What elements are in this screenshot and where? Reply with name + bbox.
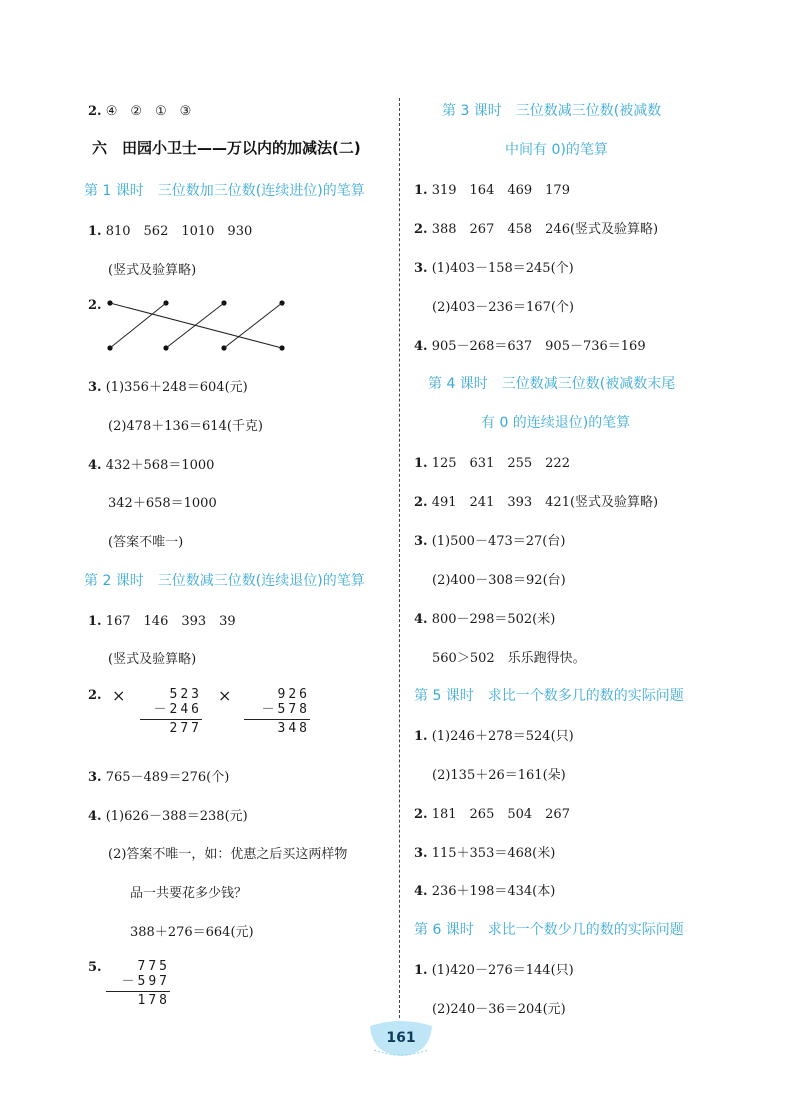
item-number: 2.: [88, 104, 102, 119]
answer-item: [414, 725, 574, 744]
item-text: ④ ② ① ③: [105, 104, 192, 119]
item-number: 1.: [414, 183, 428, 198]
answer-text: (2)240－36＝204(元): [432, 1002, 566, 1017]
answer-note: (竖式及验算略): [108, 263, 197, 278]
answer-text: 560＞502 乐乐跑得快。: [432, 651, 586, 666]
item-number: 3.: [88, 770, 102, 785]
item-number: 3.: [414, 846, 428, 861]
calc-rule: [244, 719, 310, 720]
lesson-5-heading: 第 5 课时 求比一个数多几的数的实际问题: [414, 688, 684, 704]
calc-rule: [140, 719, 202, 720]
match-line: [166, 303, 224, 348]
page-number: 161: [386, 1030, 416, 1046]
item-text: 765－489＝276(个): [105, 770, 230, 785]
item-number: 1.: [414, 963, 428, 978]
item-text: 115＋353＝468(米): [431, 846, 556, 861]
answer-text: 品一共要花多少钱？: [130, 886, 248, 901]
answer-item: [88, 454, 214, 473]
answer-item: [88, 688, 102, 703]
item-text: 125 631 255 222: [431, 456, 570, 471]
lesson-6-heading: 第 6 课时 求比一个数少几的数的实际问题: [414, 922, 684, 938]
item-text: 800－298＝502(米): [431, 612, 556, 627]
answer-item: [414, 608, 555, 627]
item-number: 2.: [88, 688, 102, 703]
item-number: 2.: [88, 298, 102, 313]
answer-item: [88, 100, 191, 119]
calc-result: 178: [137, 993, 170, 1008]
item-text: (1)500－473＝27(台): [431, 534, 566, 549]
item-number: 1.: [414, 456, 428, 471]
item-text: 810 562 1010 930: [105, 224, 253, 239]
matching-lines-diagram: [100, 295, 300, 355]
item-number: 4.: [88, 458, 102, 473]
answer-note: (答案不唯一): [108, 535, 184, 550]
answer-text: (2)400－308＝92(台): [432, 573, 566, 588]
vertical-calculation-a: [140, 688, 202, 737]
item-number: 2.: [414, 807, 428, 822]
lesson-2-heading: 第 2 课时 三位数减三位数(连续退位)的笔算: [84, 573, 365, 589]
calc-minuend: 926: [277, 687, 310, 702]
item-number: 2.: [414, 495, 428, 510]
item-text: 432＋568＝1000: [105, 458, 215, 473]
item-number: 4.: [414, 884, 428, 899]
lesson-4-heading-cont: 有 0 的连续退位)的笔算: [481, 415, 631, 431]
answer-text: (2)135＋26＝161(朵): [432, 768, 566, 783]
match-line: [224, 303, 282, 348]
lesson-4-heading: 第 4 课时 三位数减三位数(被减数末尾: [428, 376, 676, 392]
answer-item: [414, 880, 555, 899]
answer-item: [414, 491, 658, 510]
answer-item: [88, 805, 248, 824]
item-text: 388 267 458 246(竖式及验算略): [431, 222, 659, 237]
calc-subtrahend: －597: [121, 974, 170, 989]
lesson-3-heading: 第 3 课时 三位数减三位数(被减数: [442, 103, 662, 119]
item-number: 5.: [88, 960, 102, 975]
item-text: 236＋198＝434(本): [431, 884, 556, 899]
lesson-3-heading-cont: 中间有 0)的笔算: [505, 142, 608, 158]
answer-item: [414, 452, 570, 471]
item-text: (1)403－158＝245(个): [431, 261, 574, 276]
answer-item: [414, 179, 570, 198]
calc-rule: [106, 991, 170, 992]
answer-item: [414, 803, 570, 822]
calc-minuend: 523: [169, 687, 202, 702]
chapter-title: 六 田园小卫士——万以内的加减法(二): [92, 139, 361, 157]
item-text: (1)420－276＝144(只): [431, 963, 574, 978]
answer-item: [414, 257, 574, 276]
answer-text: 342＋658＝1000: [108, 496, 217, 511]
item-number: 4.: [88, 809, 102, 824]
answer-item: [414, 959, 574, 978]
vertical-calculation-c: [106, 960, 170, 1009]
answer-item: [414, 218, 658, 237]
match-line: [110, 303, 166, 348]
calc-minuend: 775: [137, 959, 170, 974]
item-number: 1.: [414, 729, 428, 744]
item-number: 3.: [414, 534, 428, 549]
calc-result: 277: [169, 721, 202, 736]
item-number: 3.: [414, 261, 428, 276]
calc-subtrahend: －246: [153, 702, 202, 717]
answer-item: [88, 610, 236, 629]
item-number: 1.: [88, 614, 102, 629]
answer-item: [414, 842, 555, 861]
answer-item: [414, 335, 646, 354]
item-number: 3.: [88, 380, 102, 395]
answer-text: 388＋276＝664(元): [130, 925, 254, 940]
item-text: (1)246＋278＝524(只): [431, 729, 574, 744]
item-text: 181 265 504 267: [431, 807, 570, 822]
wrong-mark-icon: ×: [218, 686, 232, 705]
vertical-calculation-b: [244, 688, 310, 737]
answer-item: [88, 766, 229, 785]
answer-item: [414, 530, 565, 549]
answer-item: [88, 220, 252, 239]
calc-subtrahend: －578: [261, 702, 310, 717]
item-number: 4.: [414, 339, 428, 354]
item-text: (1)626－388＝238(元): [105, 809, 248, 824]
match-line: [110, 303, 282, 348]
page-number-badge: [368, 1020, 434, 1058]
item-number: 2.: [414, 222, 428, 237]
wrong-mark-icon: ×: [112, 686, 126, 705]
item-number: 4.: [414, 612, 428, 627]
lesson-1-heading: 第 1 课时 三位数加三位数(连续进位)的笔算: [84, 183, 365, 199]
answer-text: (2)403－236＝167(个): [432, 300, 574, 315]
item-text: 491 241 393 421(竖式及验算略): [431, 495, 659, 510]
answer-item: [88, 960, 102, 975]
answer-item: [88, 376, 248, 395]
item-text: 319 164 469 179: [431, 183, 570, 198]
answer-text: (2)478＋136＝614(千克): [108, 419, 263, 434]
item-text: 167 146 393 39: [105, 614, 236, 629]
item-number: 1.: [88, 224, 102, 239]
item-text: (1)356＋248＝604(元): [105, 380, 248, 395]
column-divider: [399, 98, 400, 1018]
answer-text: (2)答案不唯一，如：优惠之后买这两样物: [108, 847, 348, 862]
item-text: 905－268＝637 905－736＝169: [431, 339, 646, 354]
answer-note: (竖式及验算略): [108, 652, 197, 667]
calc-result: 348: [277, 721, 310, 736]
